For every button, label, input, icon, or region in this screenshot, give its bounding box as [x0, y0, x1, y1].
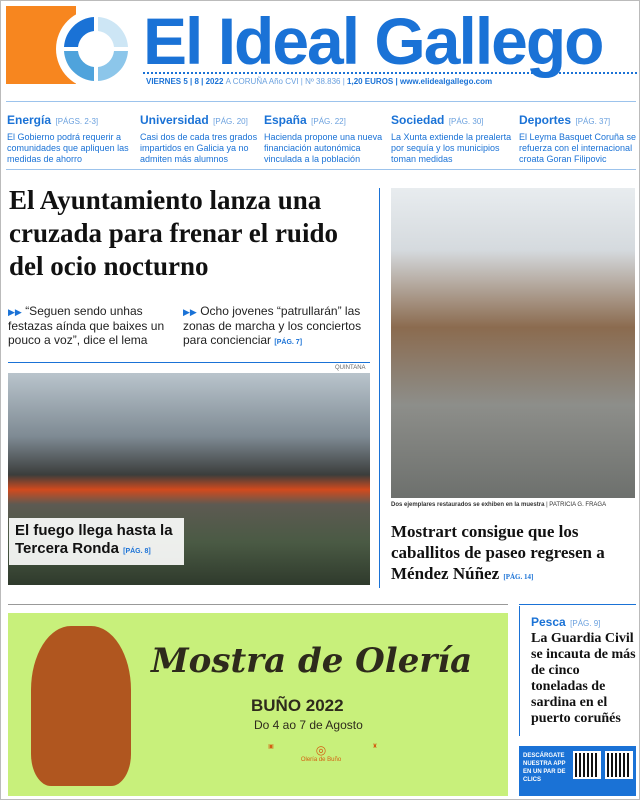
section-espana[interactable]: España [PÁG. 22] Hacienda propone una nueva financiación autonómica vinculada a la población: [264, 113, 383, 164]
section-sociedad[interactable]: Sociedad [PÁG. 30] La Xunta extiende la prealerta por sequía y los municipios toman medidas: [391, 113, 512, 164]
divider: [6, 169, 636, 170]
qr-code-app-store[interactable]: [605, 751, 633, 779]
section-energia[interactable]: Energía [PÁGS. 2-3] El Gobierno podrá requerir a comunidades que apliquen las medidas de ahorro: [7, 113, 129, 164]
issue-info: A CORUÑA Año CVI | Nº 38.836 |: [225, 77, 345, 86]
divider: [8, 362, 370, 363]
photo-credit: QUINTANA: [335, 365, 366, 371]
section-universidad[interactable]: Universidad [PÁG. 20] Casi dos de cada tres grados impartidos en Galicia ya no admiten más alumnos: [140, 113, 258, 164]
ad-dates: Do 4 ao 7 de Agosto: [254, 718, 363, 732]
arrow-icon: ▶▶: [183, 307, 197, 317]
sponsor-logo-oleria: ◎ Olería de Buño: [300, 743, 342, 763]
app-promo-text: DESCÁRGATE NUESTRA APP EN UN PAR DE CLICS: [523, 753, 566, 783]
date: VIERNES 5 | 8 | 2022: [146, 77, 224, 86]
logo-icon: [56, 9, 136, 89]
subhead-1: ▶▶ “Seguen sendo unhas festazas aínda que baixes un pouco a voz”, dice el lema: [8, 304, 165, 347]
pottery-illustration: [31, 626, 131, 786]
website-link[interactable]: www.elidealgallego.com: [399, 77, 493, 86]
price: 1,20 EUROS |: [347, 77, 398, 86]
divider: [8, 604, 508, 605]
divider: [6, 101, 636, 102]
sponsor-logo: ▣: [268, 744, 274, 750]
column-divider: [379, 188, 380, 588]
qr-code-google-play[interactable]: [573, 751, 601, 779]
column-divider: [519, 606, 520, 736]
dateline: [146, 77, 492, 86]
ad-title: Mostra de Olería: [151, 641, 473, 681]
ad-subtitle: BUÑO 2022: [251, 696, 344, 715]
section-pesca: Pesca [PÁG. 9]: [531, 615, 601, 629]
photo-caption: Dos ejemplares restaurados se exhiben en la muestra | PATRICIA G. FRAGA: [391, 502, 607, 508]
divider: [519, 604, 636, 605]
council-logo: ♜: [372, 744, 378, 750]
fire-headline[interactable]: El fuego llega hasta la Tercera Ronda [PÁG. 8]: [9, 518, 184, 565]
main-headline[interactable]: El Ayuntamiento lanza una cruzada para frenar el ruido del ocio nocturno: [9, 185, 338, 281]
masthead-divider: [143, 72, 637, 74]
horses-headline[interactable]: Mostrart consigue que los caballitos de paseo regresen a Méndez Núñez [PÁG. 14]: [391, 522, 605, 583]
section-deportes[interactable]: Deportes [PÁG. 37] El Leyma Basquet Coruña se refuerza con el internacional croata Goran Filipovic: [519, 113, 637, 164]
pesca-headline[interactable]: La Guardia Civil se incauta de más de cinco toneladas de sardina en el puerto coruñés: [531, 631, 636, 726]
horses-photo[interactable]: [391, 188, 635, 498]
subhead-2: ▶▶ Ocho jovenes “patrullarán” las zonas de marcha y los conciertos para concienciar [PÁG. 7]: [183, 304, 362, 347]
masthead-title[interactable]: El Ideal Gallego: [143, 4, 603, 78]
arrow-icon: ▶▶: [8, 307, 22, 317]
